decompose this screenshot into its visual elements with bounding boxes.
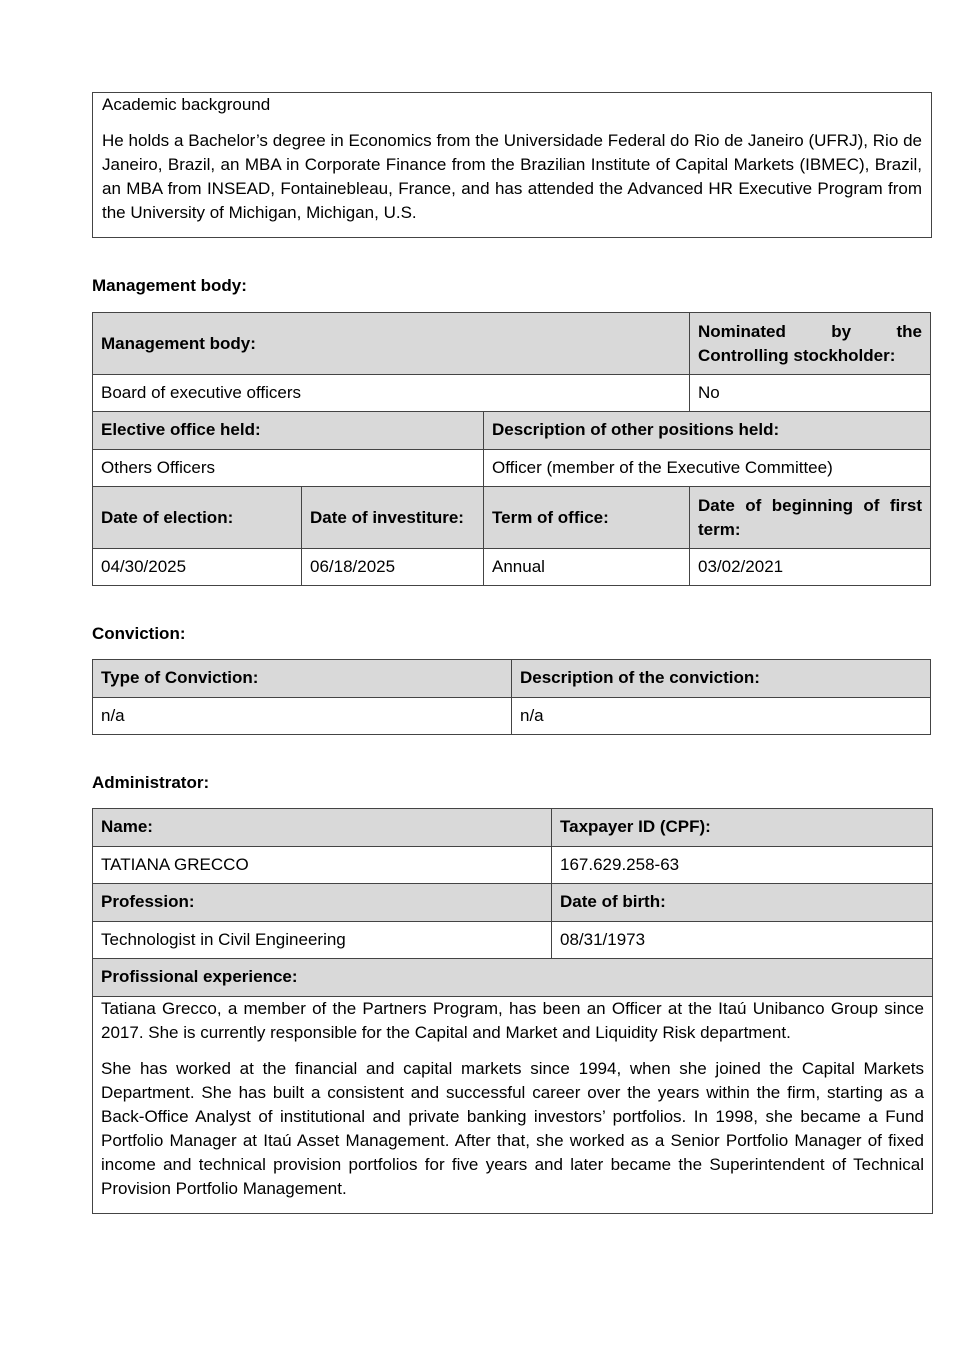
experience-paragraph-2: She has worked at the financial and capital markets since 1994, when she joined the Capital Markets Department. She has built a consistent and successful career over the years within the firm, starting as a Back-Office Analyst of institutional and private banking investors’ portfolios. In 1998, she became a Fund Portfolio Manager at Itaú Asset Management. After that, she worked as a Senior Portfolio Manager of fixed income and technical provision portfolios for five years and later became the Superintendent of Technical Provision Portfolio Management. xyxy=(101,1059,924,1198)
administrator-section-title: Administrator: xyxy=(92,773,210,792)
conviction-type-label: Type of Conviction: xyxy=(93,660,512,698)
profession-value: Technologist in Civil Engineering xyxy=(93,922,552,959)
nominated-label-line2: Controlling stockholder: xyxy=(698,345,896,365)
elective-office-label: Elective office held: xyxy=(93,412,484,450)
date-of-birth-label: Date of birth: xyxy=(552,884,933,922)
first-term-label-line1: Date of beginning of first xyxy=(698,495,923,515)
date-investiture-value: 06/18/2025 xyxy=(302,549,484,586)
conviction-type-value: n/a xyxy=(93,698,512,735)
term-of-office-value: Annual xyxy=(484,549,690,586)
other-positions-value: Officer (member of the Executive Committee) xyxy=(484,450,931,487)
management-body-value: Board of executive officers xyxy=(93,375,690,412)
name-value: TATIANA GRECCO xyxy=(93,847,552,884)
first-term-label xyxy=(690,487,931,549)
date-of-birth-value: 08/31/1973 xyxy=(552,922,933,959)
management-table xyxy=(92,312,931,586)
date-investiture-label: Date of investiture: xyxy=(302,487,484,549)
academic-background-box xyxy=(92,92,932,238)
management-body-label: Management body: xyxy=(93,313,690,375)
term-of-office-label: Term of office: xyxy=(484,487,690,549)
experience-text xyxy=(93,997,933,1214)
elective-office-value: Others Officers xyxy=(93,450,484,487)
cpf-value: 167.629.258-63 xyxy=(552,847,933,884)
experience-label: Profissional experience: xyxy=(93,959,933,997)
conviction-table xyxy=(92,659,931,735)
name-label: Name: xyxy=(93,809,552,847)
academic-background-title: Academic background xyxy=(102,95,271,114)
administrator-table xyxy=(92,808,933,1214)
other-positions-label: Description of other positions held: xyxy=(484,412,931,450)
first-term-label-line2: term: xyxy=(698,519,741,539)
conviction-description-value: n/a xyxy=(512,698,931,735)
date-election-value: 04/30/2025 xyxy=(93,549,302,586)
date-election-label: Date of election: xyxy=(93,487,302,549)
nominated-label-line1: Nominated by the xyxy=(698,321,923,341)
management-section-title: Management body: xyxy=(92,276,247,295)
nominated-value: No xyxy=(690,375,931,412)
academic-background-text: He holds a Bachelor’s degree in Economics from the Universidade Federal do Rio de Janeiro (UFRJ), Rio de Janeiro, Brazil, an MBA in Corporate Finance from the Brazilian Institute of Capital Markets (IBMEC), Brazil, an MBA from INSEAD, Fontainebleau, France, and has attended the Advanced HR Executive Program from the University of Michigan, Michigan, U.S. xyxy=(102,131,922,222)
experience-paragraph-1: Tatiana Grecco, a member of the Partners Program, has been an Officer at the Itaú Unibanco Group since 2017. She is currently responsible for the Capital and Market and Liquidity Risk department. xyxy=(101,999,924,1042)
profession-label: Profession: xyxy=(93,884,552,922)
nominated-label xyxy=(690,313,931,375)
conviction-description-label: Description of the conviction: xyxy=(512,660,931,698)
first-term-value: 03/02/2021 xyxy=(690,549,931,586)
cpf-label: Taxpayer ID (CPF): xyxy=(552,809,933,847)
conviction-section-title: Conviction: xyxy=(92,624,186,643)
